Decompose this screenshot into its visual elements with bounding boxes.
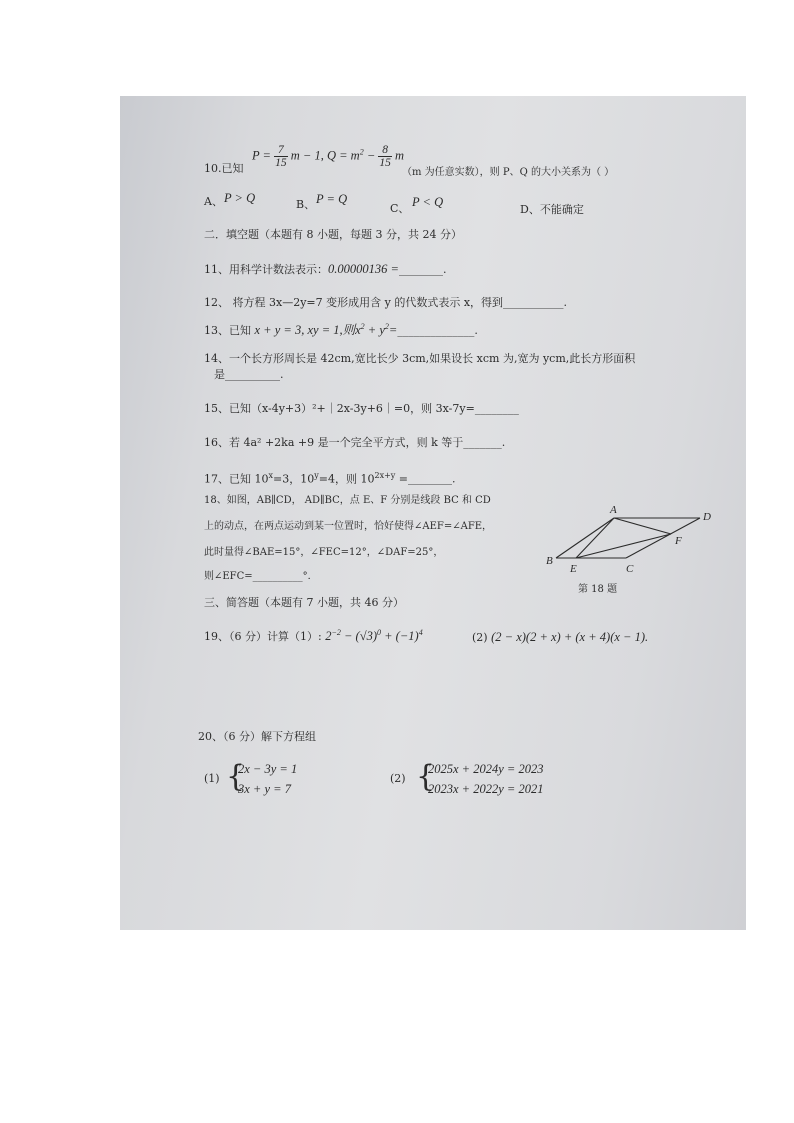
section-3-heading: 三、简答题（本题有 7 小题，共 46 分） xyxy=(204,596,404,609)
q19-part-2-label: (2) xyxy=(472,631,488,644)
q10-q-rest: m xyxy=(395,148,405,163)
q13-blank: ______________ xyxy=(397,324,475,338)
q20-label: 20、（6 分）解下方程组 xyxy=(198,730,316,743)
q20-system-1-brace: { xyxy=(226,759,246,794)
q19-part-2 xyxy=(472,630,648,645)
q10-p-lhs: P = xyxy=(252,148,271,163)
q16-text: 16、若 4a² +2ka +9 是一个完全平方式，则 k 等于 xyxy=(204,436,464,449)
q18-blank: __________ xyxy=(252,571,303,582)
q20-system-1-eq-1: 2x − 3y = 1 xyxy=(238,762,298,776)
q18-line-4: 则∠EFC=__________°． xyxy=(204,571,318,582)
point-f-label: F xyxy=(675,535,682,547)
q10-option-c-label: C、 xyxy=(390,202,410,215)
q14-line-1: 14、一个长方形周长是 42cm,宽比长少 3cm,如果设长 xcm 为,宽为 ycm,此长方形面积 xyxy=(204,352,636,365)
point-a-label: A xyxy=(610,504,617,516)
q13-end: . xyxy=(474,324,478,338)
q18-line-1: 18、如图，AB∥CD， AD∥BC，点 E、F 分别是线段 BC 和 CD xyxy=(204,495,491,506)
point-b-label: B xyxy=(546,555,553,567)
q18-caption: 第 18 题 xyxy=(578,584,618,595)
q10-q-minus: − xyxy=(366,148,376,163)
bleed-through-text xyxy=(522,148,525,159)
line-ab xyxy=(556,518,614,558)
q15-blank: ________ xyxy=(474,402,519,415)
q18-line-2: 上的动点，在两点运动到某一位置时，恰好使得∠AEF=∠AFE， xyxy=(204,521,493,532)
q12-blank: ___________ xyxy=(503,296,564,309)
section-2-heading: 二．填空题（本题有 8 小题，每题 3 分，共 24 分） xyxy=(204,228,462,241)
bleed-through-text-3 xyxy=(210,668,213,679)
q10-formula xyxy=(252,144,404,169)
bleed-through-text-2 xyxy=(490,378,493,389)
q20-system-2-eq-1: 2025x + 2024y = 2023 xyxy=(428,762,544,776)
line-af xyxy=(614,518,671,534)
q20-system-1-eq-2: 3x + y = 7 xyxy=(238,782,291,796)
q11-end: . xyxy=(442,263,447,276)
q19 xyxy=(204,628,423,644)
exam-photo xyxy=(120,96,746,930)
q10-fraction-2: $\frac{8}{15}$ xyxy=(379,144,391,170)
q20-system-2-label: (2) xyxy=(390,772,406,785)
q10-q-lhs: Q = m xyxy=(326,148,360,163)
q11-expr: 0.00000136 = xyxy=(328,262,399,276)
q10-option-a-label: A、 xyxy=(204,195,223,208)
q12-text: 12、 将方程 3x—2y=7 变形成用含 y 的代数式表示 x，得到 xyxy=(204,296,504,309)
q12-end: . xyxy=(563,296,568,309)
q10-option-d: D、不能确定 xyxy=(520,203,584,216)
q10-option-b: P = Q xyxy=(316,192,348,206)
q13-label: 13、已知 xyxy=(204,324,251,338)
q10-option-c: P < Q xyxy=(412,195,444,209)
q15 xyxy=(204,402,519,415)
q20-system-2-eq-2: 2023x + 2022y = 2021 xyxy=(428,782,544,796)
q18-figure xyxy=(530,498,730,588)
q17-blank: ________ xyxy=(408,472,453,486)
point-e-label: E xyxy=(570,563,577,575)
q11 xyxy=(204,262,446,277)
q14-line-2: 是__________. xyxy=(214,368,284,381)
q13 xyxy=(204,322,478,338)
q17: 17、已知 $10^x=3$，$10^y=4$，则 $10^{2x+y}$ =________. xyxy=(204,471,456,486)
q12 xyxy=(204,296,567,309)
q19-label: 19、（6 分）计算（1）: xyxy=(204,630,322,644)
line-ae xyxy=(576,518,614,558)
q18-line-3: 此时量得∠BAE=15°，∠FEC=12°，∠DAF=25°， xyxy=(204,547,444,558)
q19-part-1: $2^{-2} - (√3)^0 + (-1)^4$ xyxy=(325,628,423,644)
q14-blank: __________ xyxy=(225,368,280,381)
q10-q-exponent: 2 xyxy=(359,147,364,157)
q20-system-2-brace: { xyxy=(416,759,436,794)
point-c-label: C xyxy=(626,563,634,575)
q11-blank: ________ xyxy=(398,263,443,276)
q16-blank: _______ xyxy=(463,436,502,449)
q10-fraction-1: $\frac{7}{15}$ xyxy=(275,144,287,170)
q10-option-a: P > Q xyxy=(224,191,256,205)
q11-text: 11、用科学计数法表示： xyxy=(204,263,328,276)
q16: 16、若 4a² +2ka +9 是一个完全平方式，则 k 等于_______. xyxy=(204,436,506,449)
q10-p-rest: m − 1, xyxy=(290,148,324,163)
line-ef xyxy=(576,534,671,558)
q10-option-b-label: B、 xyxy=(296,198,316,211)
q15-text: 15、已知（x-4y+3）²+｜2x-3y+6｜=0，则 3x-7y= xyxy=(204,402,475,415)
q20-system-1-label: (1) xyxy=(204,772,220,785)
q10-label: 10.已知 xyxy=(204,162,244,175)
q19-part-2-expr: (2 − x)(2 + x) + (x + 4)(x − 1). xyxy=(491,630,649,644)
point-d-label: D xyxy=(703,511,711,523)
q10-tail: （m 为任意实数），则 P、Q 的大小关系为（ ） xyxy=(402,167,615,178)
q13-expr: x + y = 3, xy = 1,则$x^2 + y^2=$ xyxy=(254,322,398,338)
